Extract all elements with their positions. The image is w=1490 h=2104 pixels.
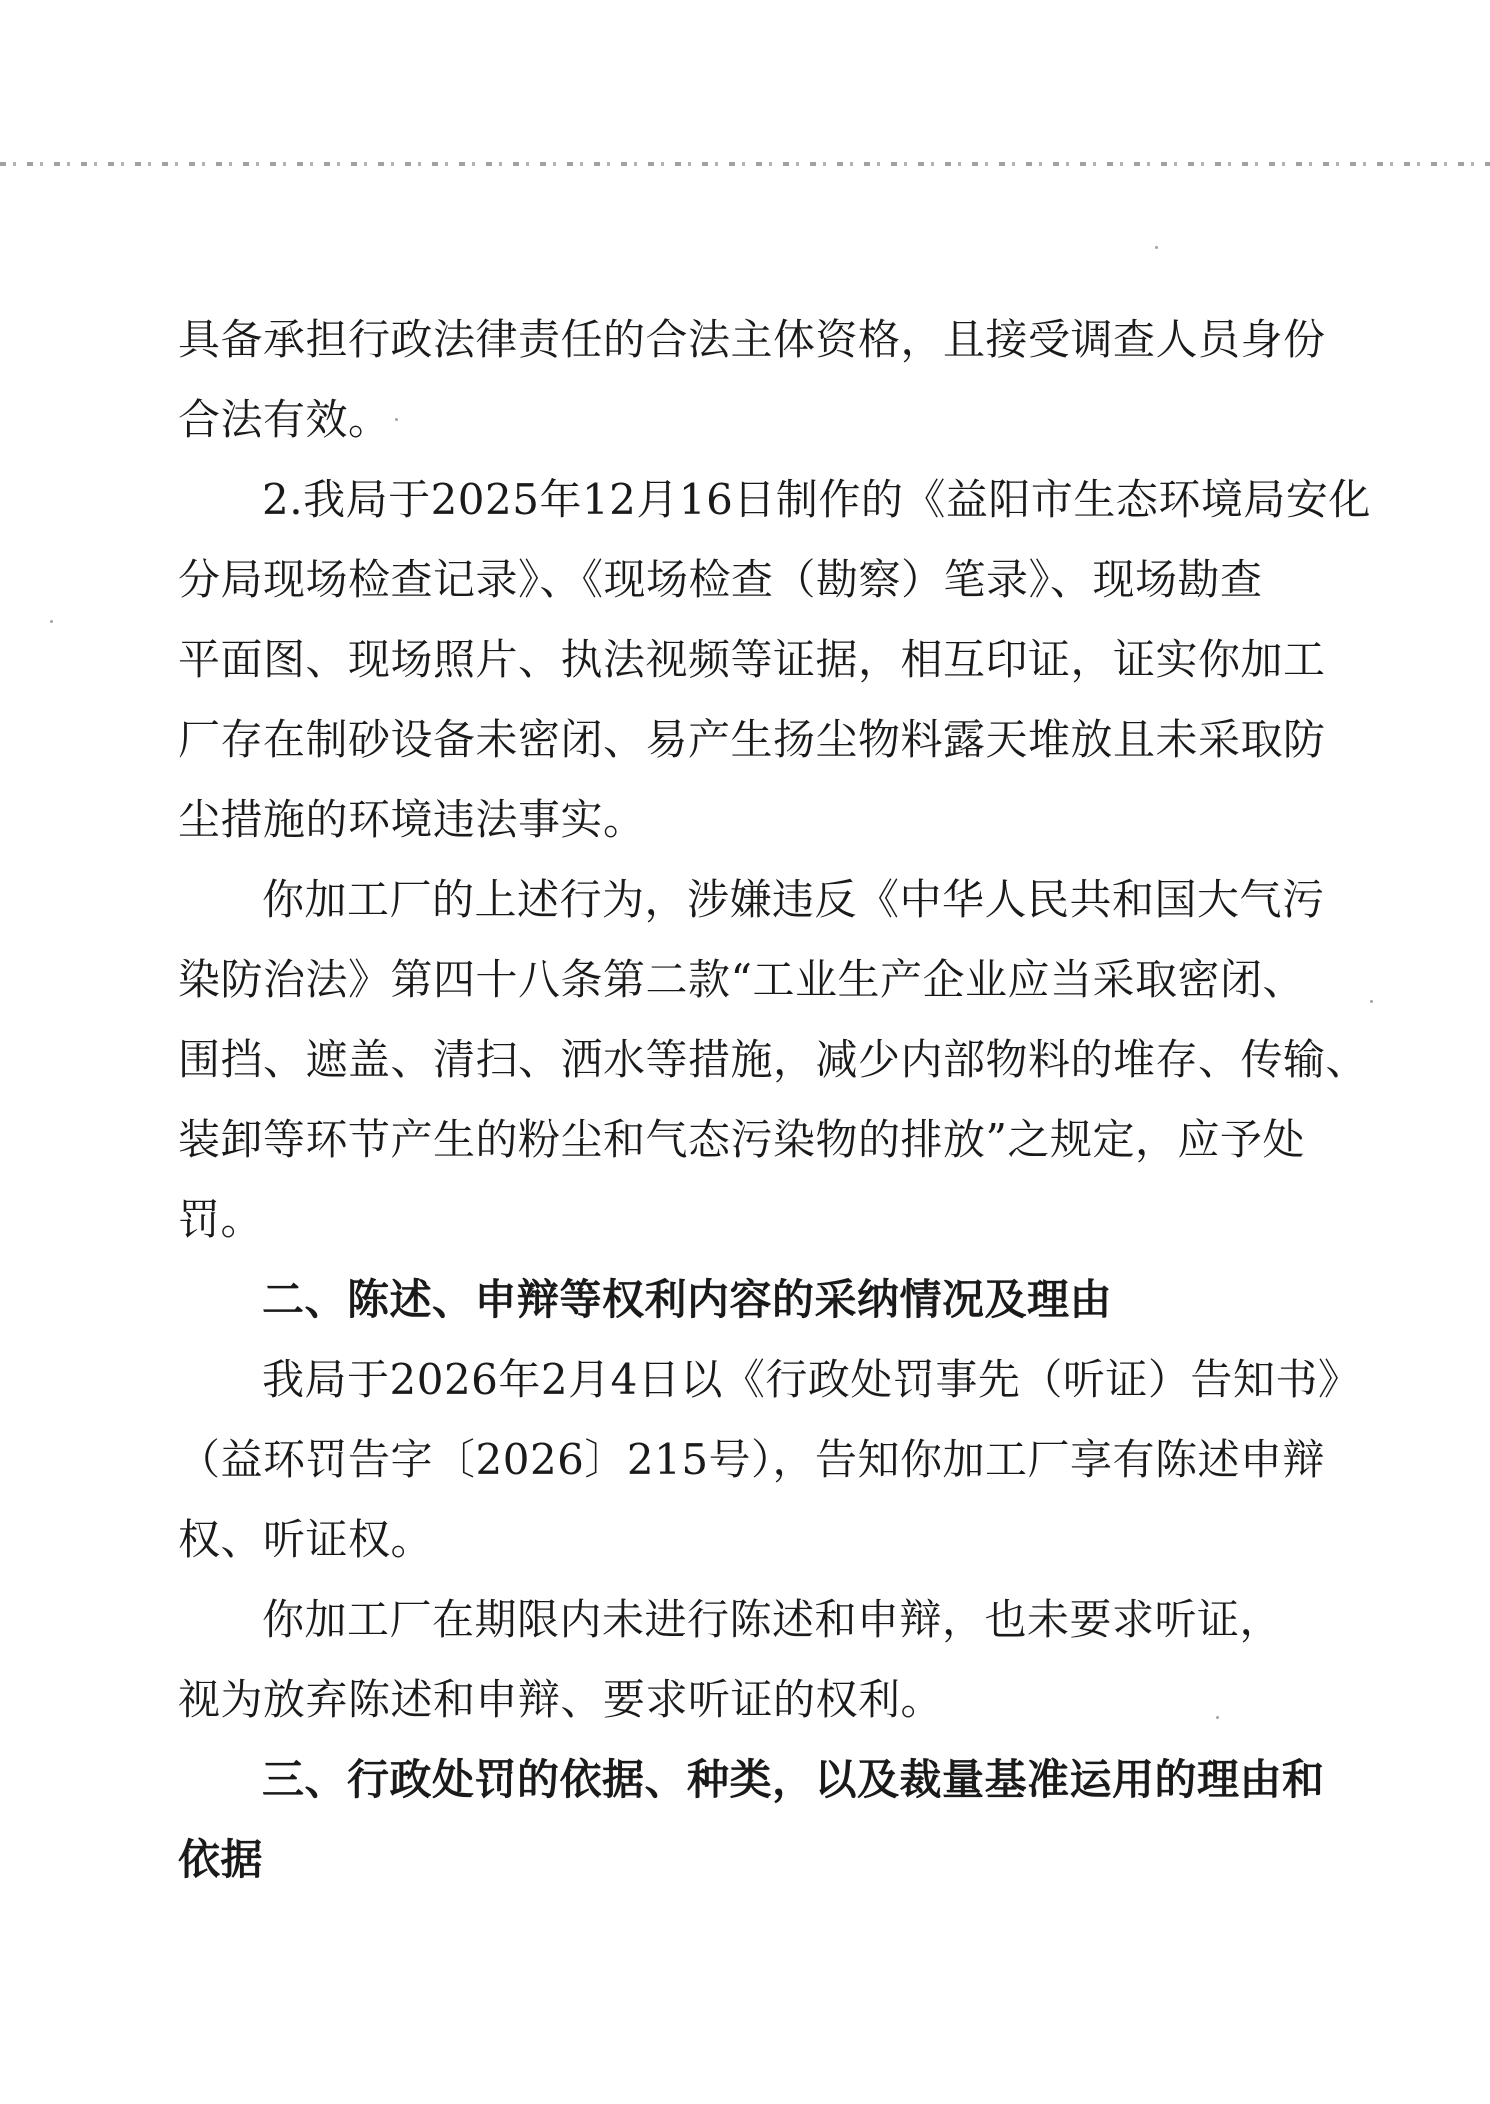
- text-line: 平面图、现场照片、执法视频等证据，相互印证，证实你加工: [178, 635, 1326, 684]
- scan-speck: [50, 620, 53, 623]
- text-line: 我局于2026年2月4日以《行政处罚事先（听证）告知书》: [262, 1355, 1361, 1404]
- text-line: 合法有效。: [178, 395, 391, 444]
- section-heading: 二、陈述、申辩等权利内容的采纳情况及理由: [262, 1275, 1113, 1324]
- text-line: 分局现场检查记录》、《现场检查（勘察）笔录》、现场勘查: [178, 555, 1263, 604]
- text-line: 权、听证权。: [178, 1515, 434, 1564]
- text-line: 染防治法》第四十八条第二款“工业生产企业应当采取密闭、: [178, 955, 1305, 1004]
- section-heading: 三、行政处罚的依据、种类，以及裁量基准运用的理由和: [262, 1755, 1325, 1804]
- text-line: 2.我局于2025年12月16日制作的《益阳市生态环境局安化: [262, 475, 1371, 524]
- scan-speck: [1155, 246, 1158, 249]
- scan-artifact-line: [0, 162, 1490, 166]
- text-line: 你加工厂在期限内未进行陈述和申辩，也未要求听证，: [262, 1595, 1283, 1644]
- section-heading: 依据: [178, 1835, 264, 1884]
- text-line: 装卸等环节产生的粉尘和气态污染物的排放”之规定，应予处: [178, 1115, 1305, 1164]
- text-line: 尘措施的环境违法事实。: [178, 795, 646, 844]
- scan-speck: [1370, 1000, 1373, 1003]
- text-line: 厂存在制砂设备未密闭、易产生扬尘物料露天堆放且未采取防: [178, 715, 1326, 764]
- text-line: 罚。: [178, 1195, 264, 1244]
- text-line: 你加工厂的上述行为，涉嫌违反《中华人民共和国大气污: [262, 875, 1325, 924]
- text-line: 视为放弃陈述和申辩、要求听证的权利。: [178, 1675, 944, 1724]
- text-line: 具备承担行政法律责任的合法主体资格，且接受调查人员身份: [178, 315, 1326, 364]
- text-line: 围挡、遮盖、清扫、洒水等措施，减少内部物料的堆存、传输、: [178, 1035, 1369, 1084]
- document-body: [178, 300, 1371, 1900]
- text-line: （益环罚告字〔2026〕215号），告知你加工厂享有陈述申辩: [178, 1435, 1326, 1484]
